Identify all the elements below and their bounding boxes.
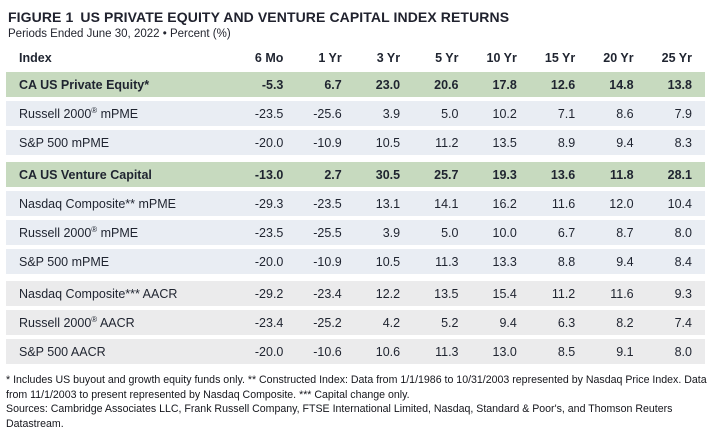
row-label: Russell 2000® AACR <box>19 314 135 330</box>
cell-value: 11.2 <box>435 135 459 150</box>
cell-value: -29.3 <box>254 196 284 211</box>
table-row <box>6 162 705 187</box>
footnote-sources: Sources: Cambridge Associates LLC, Frank Russell Company, FTSE International Limited, Nasdaq, Standard & Poor's, and Thomson Reuters Datastream. <box>6 403 673 430</box>
cell-value: 9.4 <box>499 315 517 330</box>
cell-value: -10.9 <box>313 254 342 269</box>
footnote-notes: * Includes US buyout and growth equity funds only. ** Constructed Index: Data from 1/1/1986 to 10/31/2003 represented by Nasdaq Price Index. Data from 11/1/2003 to present represented by Nasdaq Composite. *** Capital change only. <box>6 374 707 401</box>
cell-value: 10.2 <box>492 106 517 121</box>
row-label: CA US Venture Capital <box>19 167 152 182</box>
cell-value: 8.7 <box>616 225 634 240</box>
cell-value: 10.6 <box>375 344 401 359</box>
row-label: Nasdaq Composite*** AACR <box>19 286 178 301</box>
cell-value: 28.1 <box>667 167 692 182</box>
cell-value: 19.3 <box>492 167 517 182</box>
cell-value: 8.2 <box>616 315 634 330</box>
table-row <box>6 191 705 216</box>
cell-value: 11.6 <box>610 286 634 301</box>
cell-value: 11.2 <box>551 286 576 301</box>
cell-value: -23.5 <box>313 196 342 211</box>
cell-value: 5.0 <box>441 106 459 121</box>
index-column-header: Index <box>19 51 52 65</box>
cell-value: 13.3 <box>492 254 517 269</box>
cell-value: 13.0 <box>492 344 517 359</box>
cell-value: 12.2 <box>375 286 401 301</box>
column-header-15yr: 15 Yr <box>544 51 576 65</box>
cell-value: 7.4 <box>674 315 692 330</box>
cell-value: 10.0 <box>492 225 517 240</box>
figure-title-text: US PRIVATE EQUITY AND VENTURE CAPITAL INDEX RETURNS <box>80 9 510 25</box>
footnotes <box>6 373 723 431</box>
cell-value: 16.2 <box>492 196 517 211</box>
cell-value: 13.5 <box>434 286 459 301</box>
cell-value: -20.0 <box>254 135 284 150</box>
cell-value: 8.4 <box>674 254 692 269</box>
cell-value: 10.5 <box>375 135 401 150</box>
cell-value: 17.8 <box>492 77 517 92</box>
cell-value: 4.2 <box>382 315 401 330</box>
cell-value: 11.3 <box>435 344 459 359</box>
cell-value: 8.9 <box>557 135 576 150</box>
column-header-25yr: 25 Yr <box>661 51 692 65</box>
column-header-5yr: 5 Yr <box>435 51 459 65</box>
row-label: Nasdaq Composite** mPME <box>19 196 177 211</box>
table-row <box>6 339 705 364</box>
cell-value: 25.7 <box>434 167 459 182</box>
cell-value: -13.0 <box>254 167 284 182</box>
cell-value: 11.6 <box>551 196 576 211</box>
cell-value: 3.9 <box>382 225 401 240</box>
cell-value: 13.5 <box>492 135 517 150</box>
column-header-20yr: 20 Yr <box>603 51 634 65</box>
cell-value: 15.4 <box>492 286 517 301</box>
cell-value: 10.5 <box>375 254 401 269</box>
cell-value: 8.8 <box>557 254 576 269</box>
cell-value: 8.5 <box>557 344 576 359</box>
cell-value: -10.9 <box>313 135 342 150</box>
cell-value: 8.6 <box>616 106 634 121</box>
cell-value: -23.4 <box>254 315 284 330</box>
figure-label: FIGURE 1 <box>8 9 74 25</box>
cell-value: -5.3 <box>261 77 284 92</box>
cell-value: -20.0 <box>254 344 284 359</box>
cell-value: 12.6 <box>550 77 576 92</box>
cell-value: -20.0 <box>254 254 284 269</box>
cell-value: -23.5 <box>254 225 284 240</box>
cell-value: 6.7 <box>557 225 576 240</box>
table-row <box>6 310 705 335</box>
table-row <box>6 130 705 155</box>
cell-value: -29.2 <box>254 286 284 301</box>
returns-table <box>6 48 705 364</box>
cell-value: 7.9 <box>674 106 692 121</box>
column-header-3yr: 3 Yr <box>376 51 401 65</box>
cell-value: 10.4 <box>667 196 692 211</box>
cell-value: 14.1 <box>434 196 459 211</box>
cell-value: 13.8 <box>667 77 692 92</box>
cell-value: -25.6 <box>313 106 342 121</box>
table-row <box>6 101 705 126</box>
cell-value: 13.1 <box>375 196 401 211</box>
column-header-6mo: 6 Mo <box>254 51 284 65</box>
cell-value: 8.3 <box>674 135 692 150</box>
cell-value: 9.1 <box>616 344 634 359</box>
table-row <box>6 220 705 245</box>
cell-value: 5.0 <box>441 225 459 240</box>
cell-value: 20.6 <box>434 77 459 92</box>
cell-value: -23.4 <box>313 286 342 301</box>
cell-value: 11.3 <box>435 254 459 269</box>
row-label: Russell 2000® mPME <box>19 224 139 240</box>
table-row <box>6 72 705 97</box>
row-label: S&P 500 mPME <box>19 135 110 150</box>
cell-value: 3.9 <box>382 106 401 121</box>
column-header-1yr: 1 Yr <box>318 51 342 65</box>
cell-value: 9.4 <box>616 254 634 269</box>
page-title <box>8 9 721 25</box>
cell-value: 12.0 <box>609 196 634 211</box>
cell-value: 7.1 <box>557 106 576 121</box>
cell-value: 13.6 <box>550 167 576 182</box>
cell-value: 23.0 <box>375 77 401 92</box>
cell-value: 2.7 <box>324 167 342 182</box>
row-label: S&P 500 AACR <box>19 344 106 359</box>
cell-value: 6.7 <box>324 77 342 92</box>
cell-value: -10.6 <box>313 344 342 359</box>
cell-value: -23.5 <box>254 106 284 121</box>
cell-value: 9.3 <box>674 286 692 301</box>
row-label: CA US Private Equity* <box>19 77 150 92</box>
column-header-10yr: 10 Yr <box>486 51 517 65</box>
cell-value: 14.8 <box>609 77 634 92</box>
cell-value: -25.2 <box>313 315 342 330</box>
cell-value: 8.0 <box>674 344 692 359</box>
row-label: Russell 2000® mPME <box>19 105 139 121</box>
cell-value: -25.5 <box>313 225 342 240</box>
table-header-row <box>6 48 705 68</box>
cell-value: 8.0 <box>674 225 692 240</box>
row-label: S&P 500 mPME <box>19 254 110 269</box>
cell-value: 9.4 <box>616 135 634 150</box>
table-row <box>6 249 705 274</box>
cell-value: 30.5 <box>375 167 401 182</box>
figure-subtitle: Periods Ended June 30, 2022 • Percent (%) <box>8 28 231 40</box>
table-row <box>6 281 705 306</box>
cell-value: 6.3 <box>557 315 576 330</box>
cell-value: 11.8 <box>609 167 634 182</box>
cell-value: 5.2 <box>441 315 459 330</box>
